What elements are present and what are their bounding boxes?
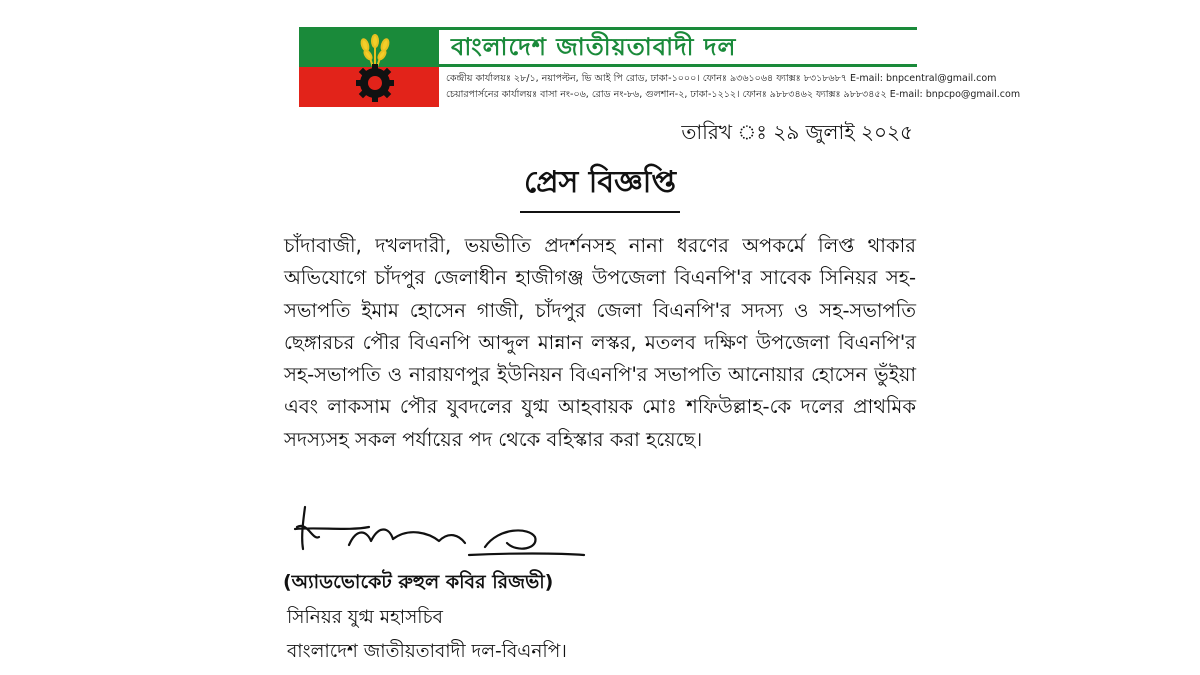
document-title: প্রেস বিজ্ঞপ্তি xyxy=(520,158,680,213)
signatory-party: বাংলাদেশ জাতীয়তাবাদী দল-বিএনপি। xyxy=(287,641,567,662)
party-name: বাংলাদেশ জাতীয়তাবাদী দল xyxy=(451,33,737,61)
chairperson-office-address: চেয়ারপার্সনের কার্যালয়ঃ বাসা নং-০৬, রোড নং-৮৬, গুলশান-২, ঢাকা-১২১২। ফোনঃ ৯৮৮৩৪৬২ ফ্যাক্সঃ ৯৮৮৩৪৫২ E-mail: bnpcpo@gmail.com xyxy=(446,89,1021,100)
press-release-body: চাঁদাবাজী, দখলদারী, ভয়ভীতি প্রদর্শনসহ নানা ধরণের অপকর্মে লিপ্ত থাকার অভিযোগে চাঁদপুর জেলাধীন হাজীগঞ্জ উপজেলা বিএনপি'র সাবেক সিনিয়র সহ-সভাপতি ইমাম হোসেন গাজী, চাঁদপুর জেলা বিএনপি'র সদস্য ও সহ-সভাপতি ছেঙ্গারচর পৌর বিএনপি আব্দুল মান্নান লস্কর, মতলব দক্ষিণ উপজেলা বিএনপি'র সহ-সভাপতি ও নারায়ণপুর ইউনিয়ন বিএনপি'র সভাপতি আনোয়ার হোসেন ভুঁইয়া এবং লাকসাম পৌর যুবদলের যুগ্ম আহবায়ক মোঃ শফিউল্লাহ-কে দলের প্রাথমিক সদস্যসহ সকল পর্যায়ের পদ থেকে বহিস্কার করা হয়েছে। xyxy=(284,234,916,451)
party-emblem-icon xyxy=(341,33,409,103)
signature-image xyxy=(289,497,589,562)
press-release-date: তারিখ ঃ ২৯ জুলাই ২০২৫ xyxy=(681,120,913,144)
central-office-address: কেন্দ্রীয় কার্যালয়ঃ ২৮/১, নয়াপল্টন, ভি আই পি রোড, ঢাকা-১০০০। ফোনঃ ৯৩৬১০৬৪ ফ্যাক্সঃ ৮৩১৮৬৮৭ E-mail: bnpcentral@gmail.com xyxy=(446,73,997,84)
letterhead xyxy=(299,27,1021,107)
signatory-name: (অ্যাডভোকেট রুহুল কবির রিজভী) xyxy=(283,571,554,593)
signatory-role: সিনিয়র যুগ্ম মহাসচিব xyxy=(287,607,443,628)
document-title-wrap xyxy=(0,158,1200,213)
